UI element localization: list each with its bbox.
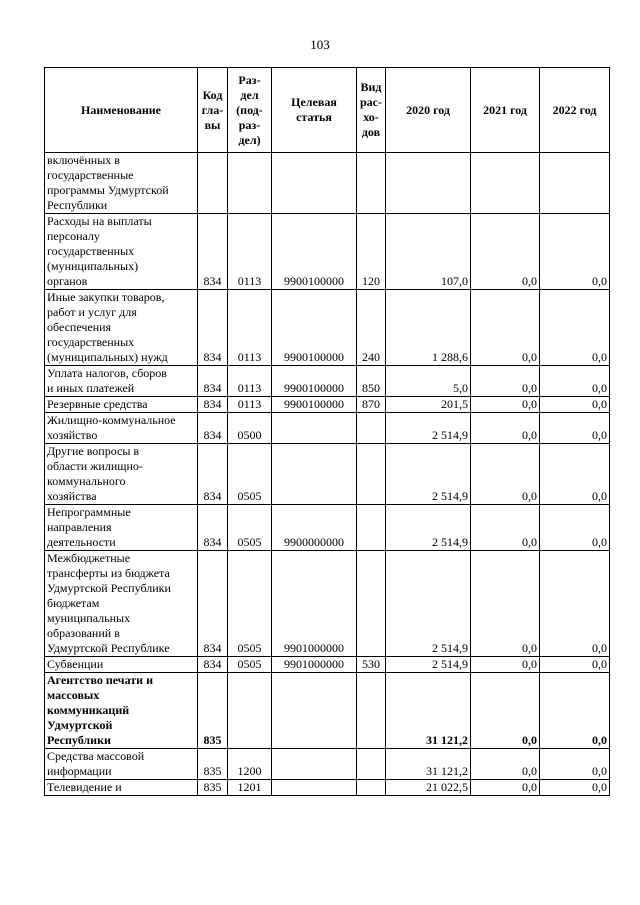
row-section-cell: [228, 153, 272, 214]
row-kind-cell: [357, 551, 386, 657]
header-code: Код гла- вы: [198, 68, 228, 153]
row-section-cell: 0505: [228, 505, 272, 551]
row-kind-cell: [357, 749, 386, 780]
row-code-cell: 834: [198, 551, 228, 657]
row-target-cell: 9900100000: [272, 290, 357, 366]
row-2022-cell: 0,0: [540, 673, 610, 749]
row-name-cell: Другие вопросы в области жилищно- коммунального хозяйства: [45, 444, 198, 505]
row-2022-cell: 0,0: [540, 214, 610, 290]
row-2020-cell: 5,0: [386, 366, 471, 397]
row-2021-cell: 0,0: [471, 397, 540, 413]
row-code-cell: 835: [198, 673, 228, 749]
row-2020-cell: 2 514,9: [386, 551, 471, 657]
table-row: [45, 551, 610, 657]
row-2021-cell: [471, 153, 540, 214]
row-section-cell: 0113: [228, 366, 272, 397]
row-name-cell: Межбюджетные трансферты из бюджета Удмуртской Республики бюджетам муниципальных образований в Удмуртской Республике: [45, 551, 198, 657]
row-kind-cell: [357, 673, 386, 749]
row-2020-cell: 107,0: [386, 214, 471, 290]
row-2021-cell: 0,0: [471, 214, 540, 290]
row-2022-cell: 0,0: [540, 749, 610, 780]
row-2020-cell: 2 514,9: [386, 413, 471, 444]
row-2021-cell: 0,0: [471, 444, 540, 505]
row-2022-cell: 0,0: [540, 444, 610, 505]
row-2020-cell: [386, 153, 471, 214]
row-target-cell: 9900100000: [272, 397, 357, 413]
row-name-cell: Непрограммные направления деятельности: [45, 505, 198, 551]
table-row: [45, 657, 610, 673]
row-section-cell: [228, 673, 272, 749]
row-2020-cell: 2 514,9: [386, 444, 471, 505]
table-row: [45, 214, 610, 290]
table-row: [45, 505, 610, 551]
row-2022-cell: 0,0: [540, 780, 610, 796]
header-2020: 2020 год: [386, 68, 471, 153]
row-code-cell: 835: [198, 780, 228, 796]
row-section-cell: 0505: [228, 657, 272, 673]
row-2020-cell: 31 121,2: [386, 673, 471, 749]
row-target-cell: 9901000000: [272, 657, 357, 673]
row-target-cell: 9900100000: [272, 214, 357, 290]
row-2021-cell: 0,0: [471, 366, 540, 397]
row-code-cell: 834: [198, 444, 228, 505]
row-target-cell: [272, 780, 357, 796]
row-2022-cell: 0,0: [540, 397, 610, 413]
row-code-cell: 834: [198, 290, 228, 366]
row-2021-cell: 0,0: [471, 749, 540, 780]
row-target-cell: 9900000000: [272, 505, 357, 551]
row-kind-cell: 870: [357, 397, 386, 413]
header-kind: Вид рас- хо- дов: [357, 68, 386, 153]
row-name-cell: Иные закупки товаров, работ и услуг для обеспечения государственных (муниципальных) нужд: [45, 290, 198, 366]
header-2021: 2021 год: [471, 68, 540, 153]
table-row: [45, 780, 610, 796]
table-row: [45, 397, 610, 413]
row-name-cell: Телевидение и: [45, 780, 198, 796]
row-name-cell: Резервные средства: [45, 397, 198, 413]
row-2021-cell: 0,0: [471, 505, 540, 551]
row-kind-cell: 120: [357, 214, 386, 290]
row-section-cell: 0113: [228, 397, 272, 413]
row-target-cell: 9900100000: [272, 366, 357, 397]
table-row: [45, 366, 610, 397]
row-2020-cell: 21 022,5: [386, 780, 471, 796]
table-row: [45, 673, 610, 749]
row-2022-cell: 0,0: [540, 551, 610, 657]
row-2021-cell: 0,0: [471, 413, 540, 444]
row-section-cell: 1201: [228, 780, 272, 796]
row-2020-cell: 2 514,9: [386, 505, 471, 551]
row-code-cell: 834: [198, 657, 228, 673]
row-code-cell: 834: [198, 505, 228, 551]
row-code-cell: 835: [198, 749, 228, 780]
row-kind-cell: [357, 444, 386, 505]
header-section: Раз- дел (под- раз- дел): [228, 68, 272, 153]
row-name-cell: Расходы на выплаты персоналу государственных (муниципальных) органов: [45, 214, 198, 290]
row-target-cell: [272, 749, 357, 780]
row-code-cell: [198, 153, 228, 214]
header-name: Наименование: [45, 68, 198, 153]
row-2020-cell: 31 121,2: [386, 749, 471, 780]
row-kind-cell: [357, 780, 386, 796]
row-section-cell: 0113: [228, 214, 272, 290]
table-header-row: [45, 68, 610, 153]
header-target: Целевая статья: [272, 68, 357, 153]
row-section-cell: 1200: [228, 749, 272, 780]
row-2021-cell: 0,0: [471, 780, 540, 796]
row-kind-cell: 240: [357, 290, 386, 366]
table-row: [45, 749, 610, 780]
table-row: [45, 290, 610, 366]
row-target-cell: [272, 444, 357, 505]
row-2020-cell: 2 514,9: [386, 657, 471, 673]
row-section-cell: 0505: [228, 444, 272, 505]
table-body: [45, 153, 610, 796]
row-2021-cell: 0,0: [471, 551, 540, 657]
row-code-cell: 834: [198, 366, 228, 397]
row-target-cell: [272, 153, 357, 214]
row-2022-cell: [540, 153, 610, 214]
row-kind-cell: [357, 153, 386, 214]
row-name-cell: Уплата налогов, сборов и иных платежей: [45, 366, 198, 397]
row-2021-cell: 0,0: [471, 657, 540, 673]
row-name-cell: Средства массовой информации: [45, 749, 198, 780]
header-2022: 2022 год: [540, 68, 610, 153]
row-kind-cell: 850: [357, 366, 386, 397]
row-name-cell: включённых в государственные программы Удмуртской Республики: [45, 153, 198, 214]
row-2021-cell: 0,0: [471, 673, 540, 749]
row-code-cell: 834: [198, 214, 228, 290]
table-row: [45, 413, 610, 444]
page-number: 103: [310, 37, 330, 52]
row-2022-cell: 0,0: [540, 505, 610, 551]
table-row: [45, 444, 610, 505]
row-2022-cell: 0,0: [540, 413, 610, 444]
row-name-cell: Субвенции: [45, 657, 198, 673]
row-kind-cell: [357, 413, 386, 444]
row-kind-cell: [357, 505, 386, 551]
row-2022-cell: 0,0: [540, 290, 610, 366]
row-section-cell: 0113: [228, 290, 272, 366]
row-section-cell: 0500: [228, 413, 272, 444]
row-2022-cell: 0,0: [540, 366, 610, 397]
row-code-cell: 834: [198, 397, 228, 413]
row-2020-cell: 201,5: [386, 397, 471, 413]
row-target-cell: 9901000000: [272, 551, 357, 657]
budget-table: [44, 67, 610, 796]
row-kind-cell: 530: [357, 657, 386, 673]
row-name-cell: Жилищно-коммунальное хозяйство: [45, 413, 198, 444]
row-target-cell: [272, 413, 357, 444]
row-target-cell: [272, 673, 357, 749]
row-section-cell: 0505: [228, 551, 272, 657]
row-2021-cell: 0,0: [471, 290, 540, 366]
row-code-cell: 834: [198, 413, 228, 444]
row-2020-cell: 1 288,6: [386, 290, 471, 366]
row-2022-cell: 0,0: [540, 657, 610, 673]
table-row: [45, 153, 610, 214]
row-name-cell: Агентство печати и массовых коммуникаций Удмуртской Республики: [45, 673, 198, 749]
